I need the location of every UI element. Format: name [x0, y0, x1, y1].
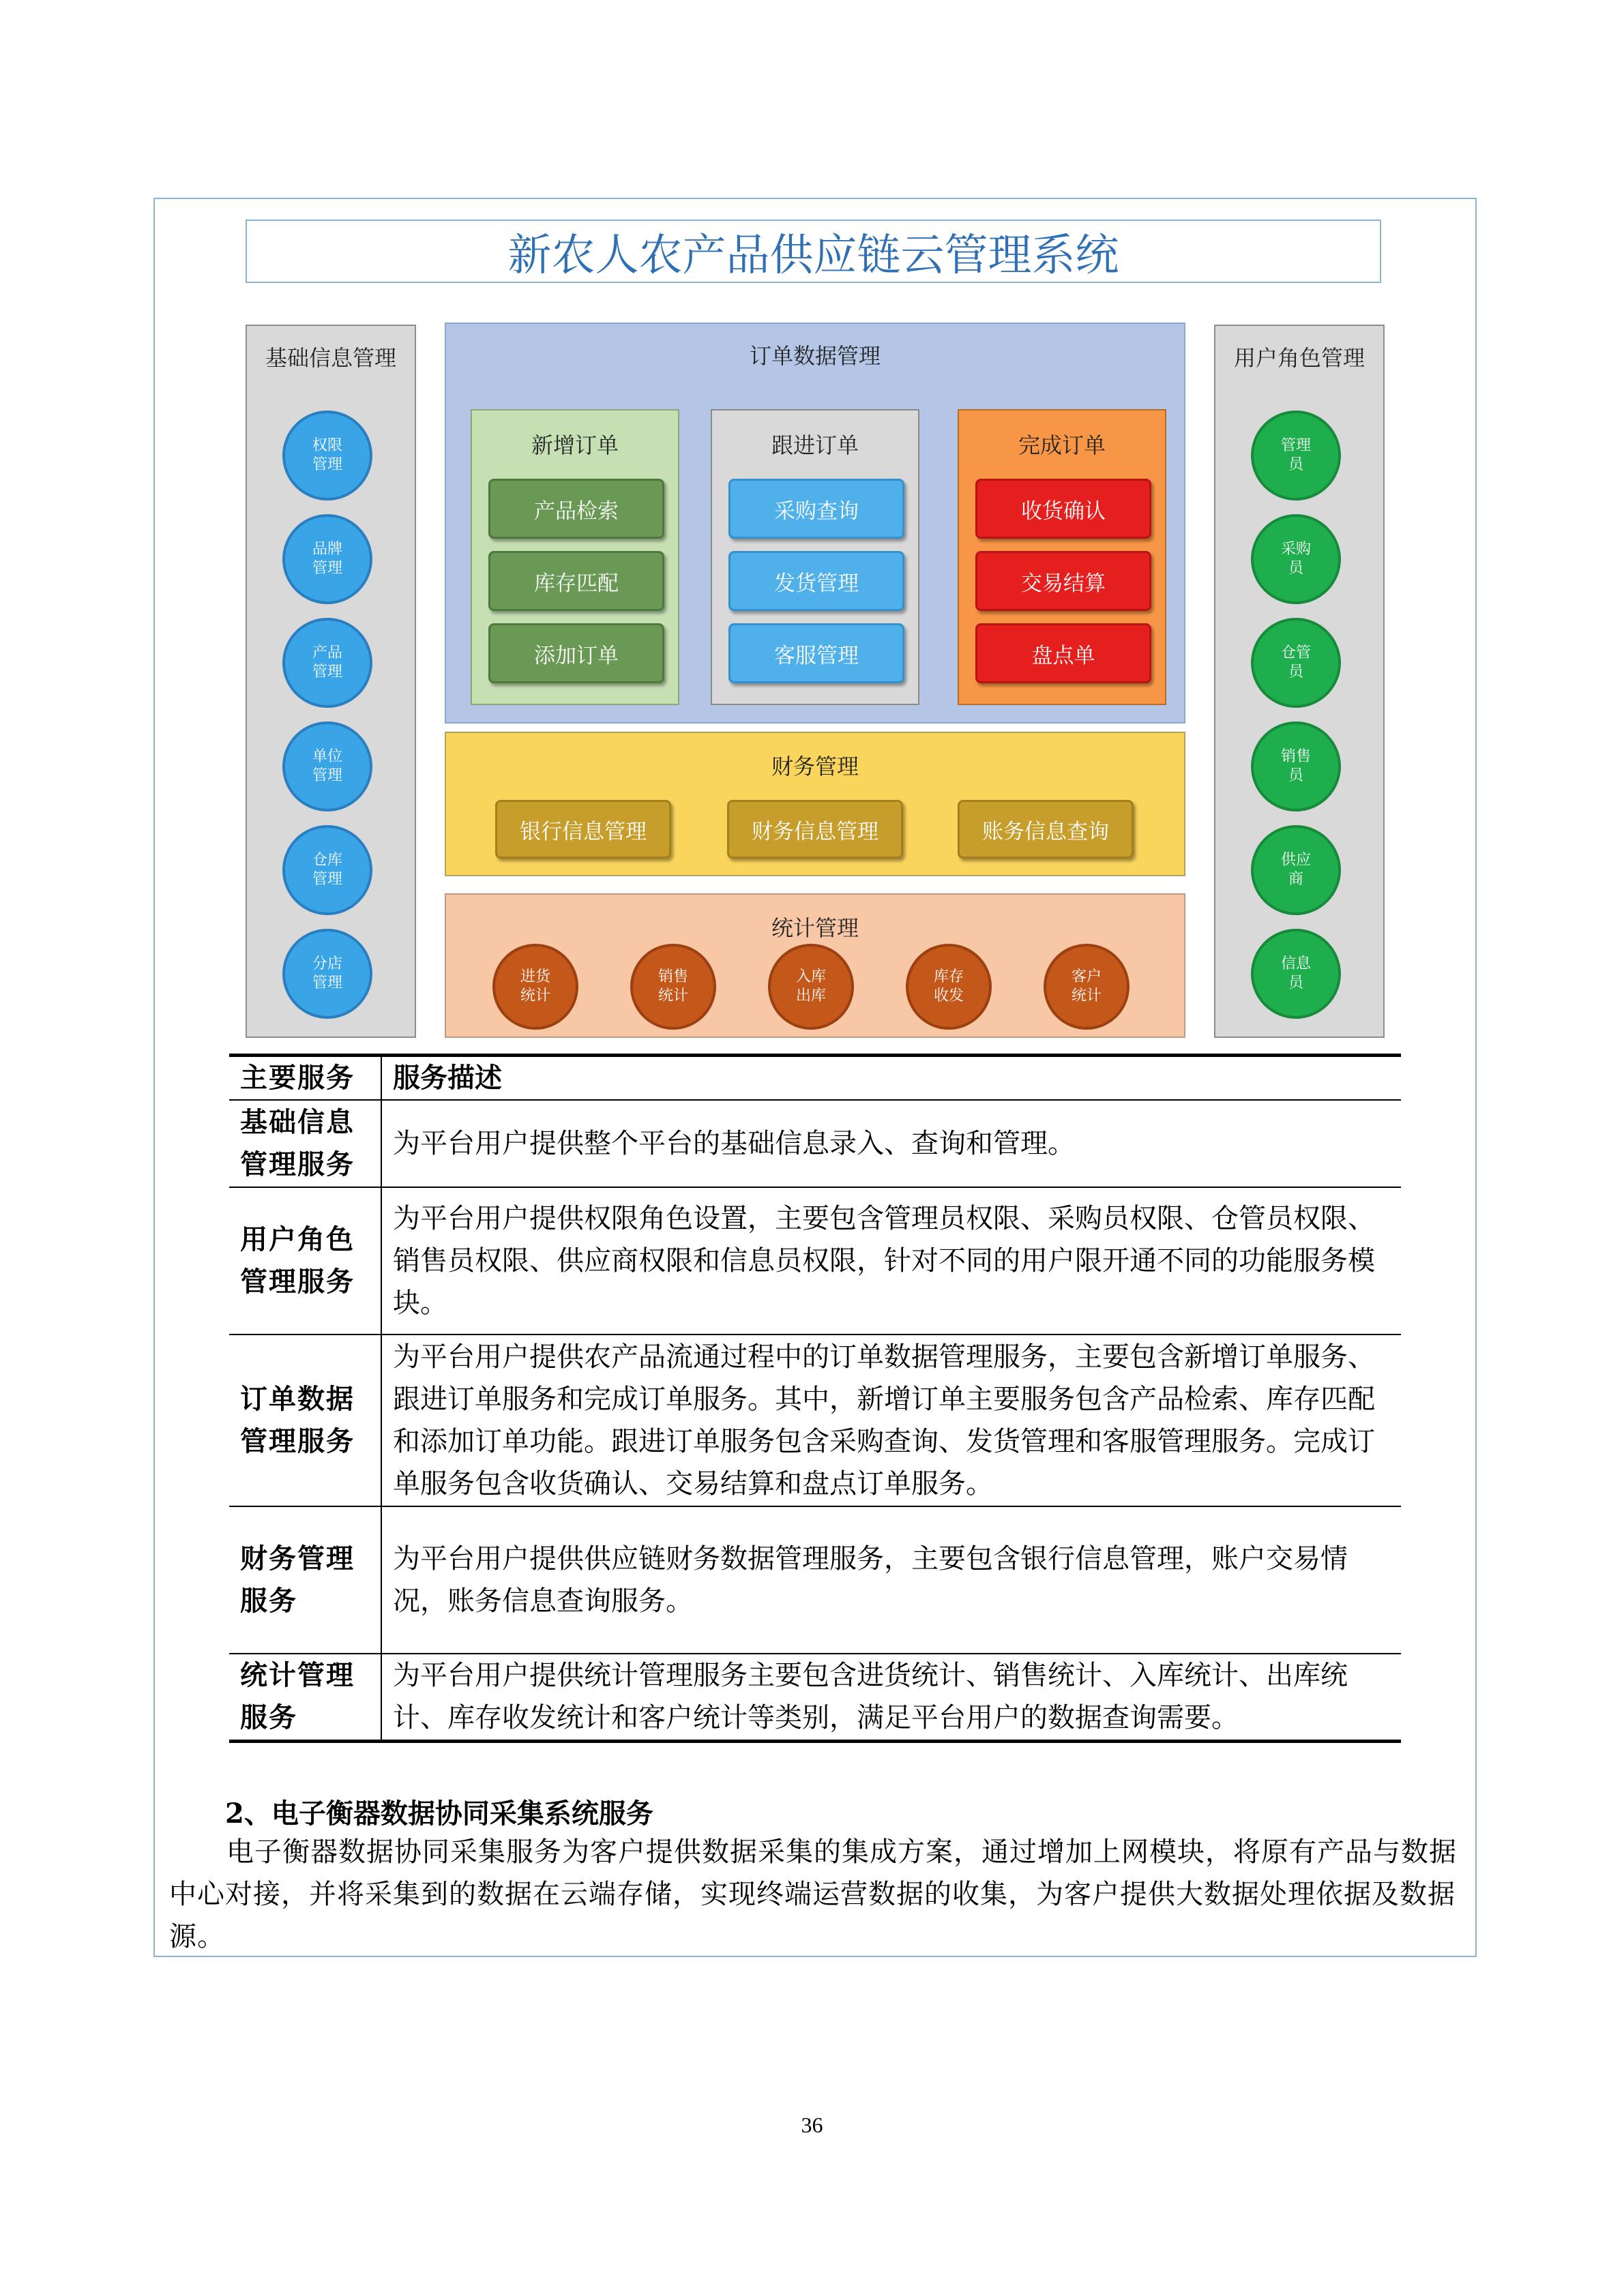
stock-match-button: 库存匹配	[488, 551, 664, 611]
header-service: 主要服务	[229, 1056, 381, 1101]
new-order-title: 新增订单	[531, 432, 619, 458]
right-circle-6: 信息 员	[1251, 929, 1341, 1019]
receipt-confirm-button: 收货确认	[975, 479, 1151, 539]
bank-info-button: 银行信息管理	[495, 800, 671, 859]
right-circle-1: 管理 员	[1251, 411, 1341, 501]
basic-info-panel	[246, 325, 416, 1038]
user-role-title: 用户角色管理	[1233, 345, 1365, 371]
page-number: 36	[801, 2113, 823, 2137]
row-desc: 为平台用户提供整个平台的基础信息录入、查询和管理。	[393, 1128, 1075, 1159]
row-service: 用户角色管理服务	[229, 1187, 381, 1335]
row-desc: 为平台用户提供统计管理服务主要包含进货统计、销售统计、入库统计、出库统计、库存收发统计和客户统计等类别，满足平台用户的数据查询需要。	[393, 1660, 1348, 1734]
order-data-panel	[445, 323, 1185, 724]
right-circle-3: 仓管 员	[1251, 618, 1341, 708]
table-row	[229, 1654, 1401, 1741]
complete-order-panel	[958, 409, 1166, 705]
row-service: 基础信息管理服务	[229, 1100, 381, 1187]
customer-service-button: 客服管理	[728, 623, 904, 683]
left-circle-4: 单位 管理	[282, 721, 372, 811]
table-header-row	[229, 1056, 1401, 1101]
stat-circle-1: 进货 统计	[492, 944, 578, 1030]
row-desc: 为平台用户提供农产品流通过程中的订单数据管理服务，主要包含新增订单服务、跟进订单服务和完成订单服务。其中，新增订单主要服务包含产品检索、库存匹配和添加订单功能。跟进订单服务包含采购查询、发货管理和客服管理服务。完成订单服务包含收货确认、交易结算和盘点订单服务。	[393, 1341, 1375, 1500]
table-row	[229, 1187, 1401, 1335]
complete-order-title: 完成订单	[1018, 432, 1106, 458]
table-row	[229, 1100, 1401, 1187]
purchase-query-button: 采购查询	[728, 479, 904, 539]
stats-panel	[445, 893, 1185, 1038]
stat-circle-4: 库存 收发	[906, 944, 992, 1030]
table-row	[229, 1506, 1401, 1654]
user-role-panel	[1214, 325, 1385, 1038]
right-circle-4: 销售 员	[1251, 721, 1341, 811]
right-circle-5: 供应 商	[1251, 825, 1341, 915]
stats-title: 统计管理	[771, 915, 859, 941]
shipping-manage-button: 发货管理	[728, 551, 904, 611]
trade-settle-button: 交易结算	[975, 551, 1151, 611]
basic-info-title: 基础信息管理	[265, 345, 396, 371]
section-title: 2、电子衡器数据协同采集系统服务	[225, 1798, 653, 1830]
inventory-sheet-button: 盘点单	[975, 623, 1151, 683]
left-circle-5: 仓库 管理	[282, 825, 372, 915]
row-desc: 为平台用户提供权限角色设置，主要包含管理员权限、采购员权限、仓管员权限、销售员权限、供应商权限和信息员权限，针对不同的用户限开通不同的功能服务模块。	[393, 1203, 1375, 1319]
follow-order-title: 跟进订单	[771, 432, 859, 458]
new-order-panel	[471, 409, 679, 705]
stat-circle-3: 入库 出库	[768, 944, 854, 1030]
row-service: 订单数据管理服务	[229, 1335, 381, 1506]
finance-info-button: 财务信息管理	[727, 800, 903, 859]
left-circle-6: 分店 管理	[282, 929, 372, 1019]
section-paragraph: 电子衡器数据协同采集服务为客户提供数据采集的集成方案，通过增加上网模块，将原有产品与数据中心对接，并将采集到的数据在云端存储，实现终端运营数据的收集，为客户提供大数据处理依据及数据源。	[169, 1836, 1457, 1952]
row-service: 统计管理服务	[229, 1654, 381, 1741]
stat-circle-2: 销售 统计	[630, 944, 716, 1030]
right-circle-2: 采购 员	[1251, 514, 1341, 604]
table-row	[229, 1335, 1401, 1506]
row-desc: 为平台用户提供供应链财务数据管理服务，主要包含银行信息管理，账户交易情况，账务信息查询服务。	[393, 1543, 1348, 1617]
service-table	[229, 1054, 1401, 1743]
account-query-button: 账务信息查询	[958, 800, 1134, 859]
follow-order-panel	[711, 409, 919, 705]
left-circle-1: 权限 管理	[282, 411, 372, 501]
order-data-title: 订单数据管理	[749, 343, 881, 369]
finance-title: 财务管理	[771, 754, 859, 779]
row-service: 财务管理服务	[229, 1506, 381, 1654]
diagram-title: 新农人农产品供应链云管理系统	[246, 220, 1381, 283]
finance-panel	[445, 732, 1185, 876]
stat-circle-5: 客户 统计	[1044, 944, 1130, 1030]
header-desc: 服务描述	[393, 1062, 502, 1094]
left-circle-3: 产品 管理	[282, 618, 372, 708]
product-search-button: 产品检索	[488, 479, 664, 539]
left-circle-2: 品牌 管理	[282, 514, 372, 604]
add-order-button: 添加订单	[488, 623, 664, 683]
